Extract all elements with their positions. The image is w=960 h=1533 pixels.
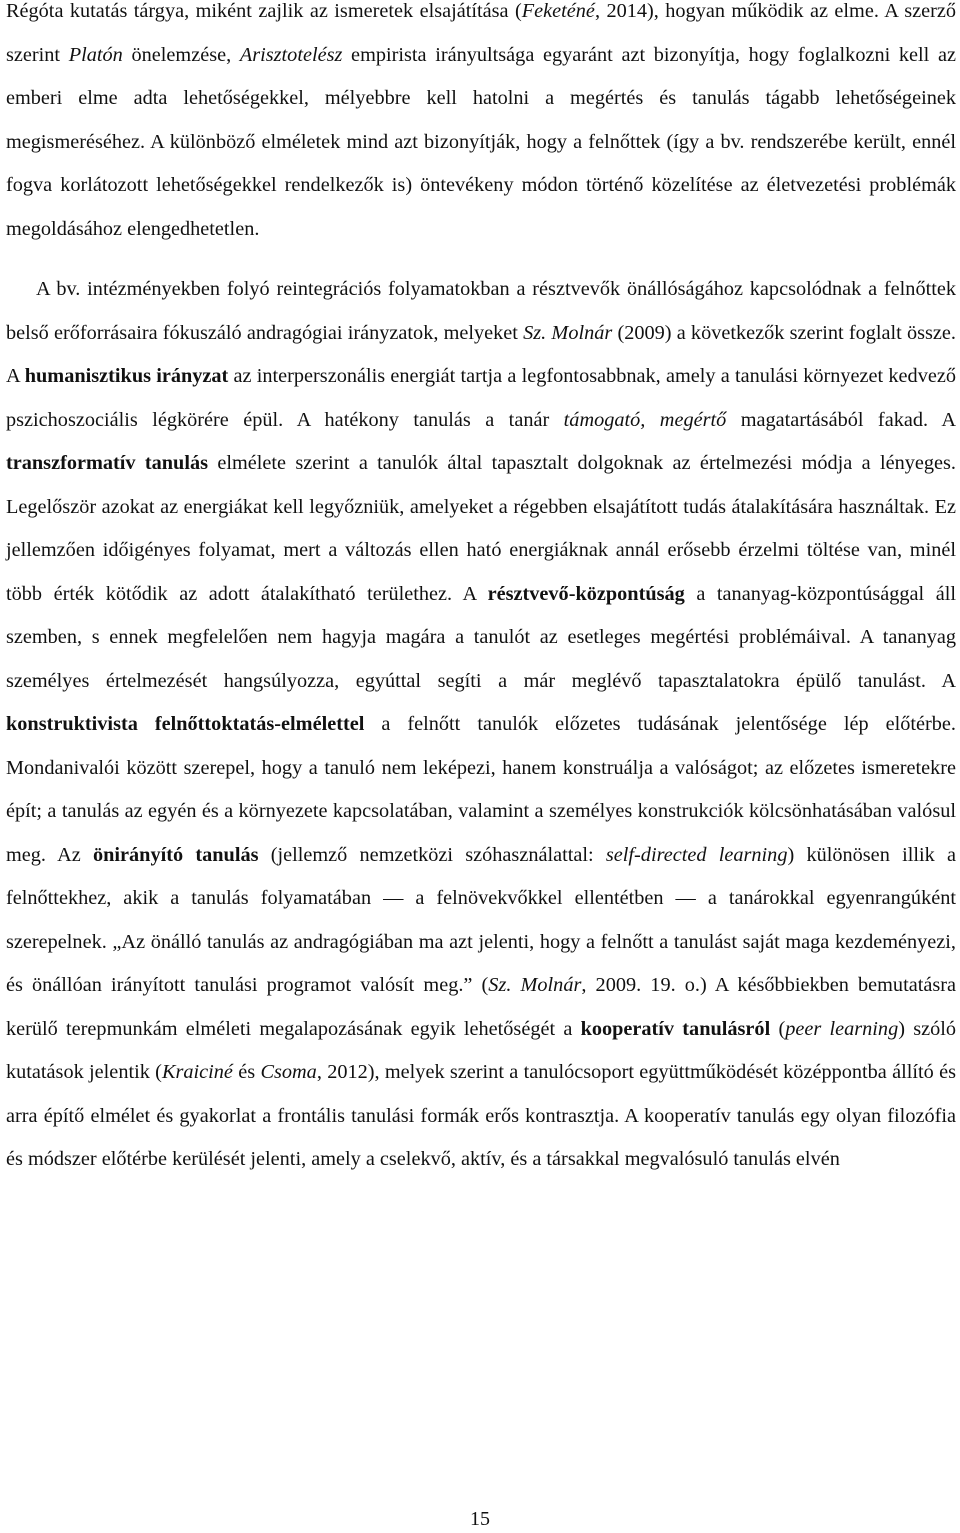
page-number: 15 [470,1508,490,1530]
author-name: Sz. Molnár [523,321,613,344]
text-run: ) szóló kutatások jelentik ( [6,1017,957,1083]
text-run: ) különösen illik a felnőttekhez, akik a tanulás folyamatában — a felnövekvőkkel ellentétben — a tanárokkal egyenrangúként szerepelnek. „Az önálló tanulás az andragógiában ma azt jelenti, hogy a felnőtt a tanulást saját maga kezdeményezi, és önállóan irányított tanulási programot valósít meg.” ( [6,843,956,996]
author-name: Platón [68,43,123,66]
text-run: Régóta kutatás tárgya, miként zajlik az ismeretek elsajátítása ( [6,0,522,22]
emphasis: támogató, megértő [563,408,727,431]
author-name: Sz. Molnár [488,974,582,996]
paragraph-1 [6,0,956,251]
text-run: A bv. intézményekben folyó reintegrációs folyamatokban a résztvevők önállóságához kapcsolódnak a felnőttek belső erőforrásaira fókuszáló andragógiai irányzatok, melyeket [6,278,956,344]
foreign-term: peer learning [785,1017,899,1040]
text-run: , 2014), hogyan működik az elme. A szerző szerint [6,0,956,66]
text-run: elmélete szerint a tanulók által tapasztalt dolgoknak az értelmezési módja a lényeges. Legelőször azokat az energiákat kell legyőzniük, amelyeket a régebben elsajátított tudás átalakítására használtak. Ez jellemzően időigényes folyamat, mert a változás ellen ható energiáknak annál erősebb érzelmi töltése van, minél több érték kötődik az adott átalakítható területhez. A [6,452,956,605]
key-term: kooperatív tanulásról [580,1017,771,1040]
author-name: Csoma [260,1061,317,1083]
text-run: a felnőtt tanulók előzetes tudásának jelentősége lép előtérbe. Mondanivalói között szerepel, hogy a tanuló nem leképezi, hanem konstruálja a valóságot; az előzetes ismeretekre épít; a tanulás az egyén és a környezete kapcsolatában, valamint a személyes konstrukciók kölcsönhatásában valósul meg. Az [6,713,956,866]
text-run: (jellemző nemzetközi szóhasználattal: [258,843,606,866]
text-run: ( [770,1017,786,1040]
key-term: konstruktivista felnőttoktatás-elmélettel [6,713,365,735]
key-term: önirányító tanulás [92,843,259,866]
text-run: , 2009. 19. o.) A későbbiekben bemutatásra kerülő terepmunkám elméleti megalapozásának egyik lehetőségét a [6,974,956,1040]
text-run: , 2012), melyek szerint a tanulócsoport együttműködését középpontba állító és arra építő elmélet és gyakorlat a frontális tanulási formák erős kontrasztja. A kooperatív tanulás egy olyan filozófia és módszer előtérbe kerülését jelenti, amely a cselekvő, aktív, és a társakkal megvalósuló tanulás elvén [6,1061,956,1170]
author-name: Kraiciné [161,1061,233,1083]
text-run: a tananyag-központúsággal áll szemben, s ennek megfelelően nem hagyja magára a tanulót az esetleges megértési problémáival. A tananyag személyes értelmezését hangsúlyozza, egyúttal segíti a már meglévő tapasztalatokra épülő tanulást. A [6,582,956,692]
text-run: empirista irányultsága egyaránt azt bizonyítja, hogy foglalkozni kell az emberi elme adta lehetőségekkel, mélyebbre kell hatolni a megértés és tanulás tágabb lehetőségeinek megismeréséhez. A különböző elméletek mind azt bizonyítják, hogy a felnőttek (így a bv. rendszerébe került, ennél fogva korlátozott lehetőségekkel rendelkezők is) öntevékeny módon történő közelítése az életvezetési problémák megoldásához elengedhetetlen. [6,43,956,240]
author-name: Feketéné [521,0,595,22]
key-term: résztvevő-központúság [487,582,685,605]
text-run: önelemzése, [122,43,240,66]
text-run: magatartásából fakad. A [726,408,957,431]
foreign-term: self-directed learning [605,843,788,866]
text-run: és [232,1061,261,1083]
text-run: az interperszonális energiát tartja a legfontosabbnak, amely a tanulási környezet kedvező pszichoszociális légkörére épül. A hatékony tanulás a tanár [6,365,956,431]
text-run: (2009) a következők szerint foglalt össze. A [6,321,956,387]
key-term: humanisztikus irányzat [24,365,229,387]
key-term: transzformatív tanulás [6,452,209,474]
author-name: Arisztotelész [239,43,343,66]
paragraph-2 [6,268,956,1182]
